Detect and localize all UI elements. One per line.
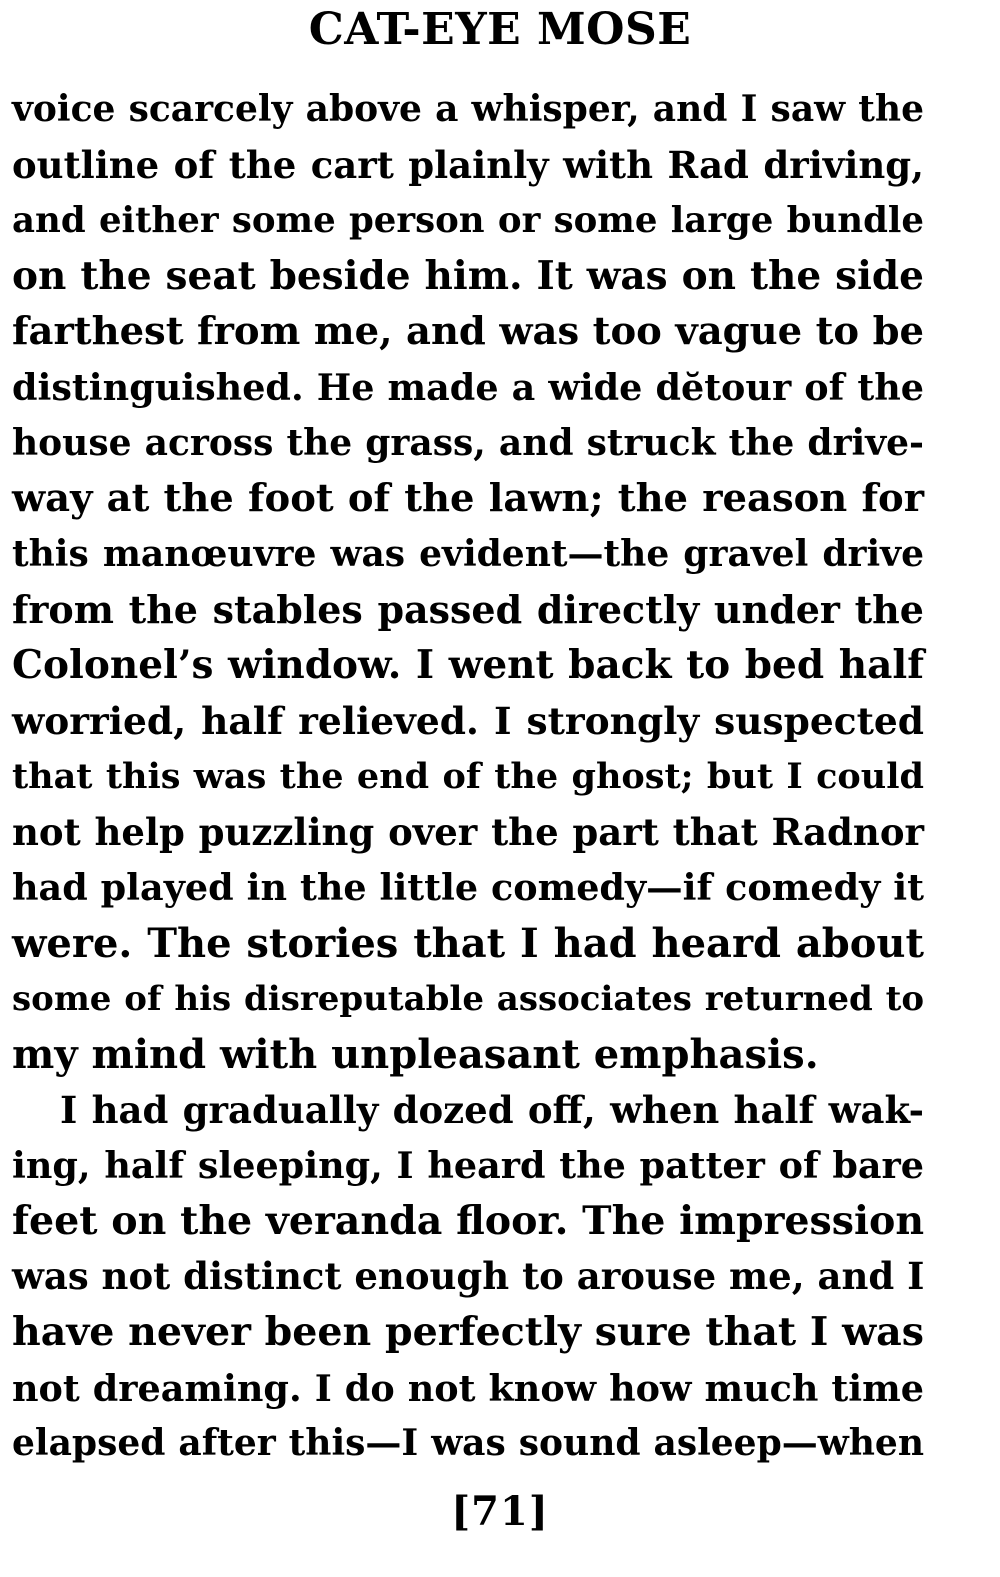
running-head: CAT-EYE MOSE [308, 4, 692, 55]
text-line: elapsed after this—I was sound asleep—when [12, 1422, 924, 1465]
text-line: that this was the end of the ghost; but I could [12, 756, 924, 798]
text-line: worried, half relieved. I strongly suspected [12, 698, 924, 743]
paragraph [12, 82, 924, 1083]
text-line: outline of the cart plainly with Rad driving, [12, 142, 924, 187]
text-line: some of his disreputable associates returned to [12, 978, 924, 1019]
page-number: [71] [451, 1488, 549, 1535]
text-line: way at the foot of the lawn; the reason for [12, 476, 924, 522]
text-line: from the stables passed directly under the [12, 587, 924, 633]
text-line: distinguished. He made a wide dĕtour of the [12, 365, 924, 409]
paragraph [12, 1083, 924, 1472]
text-line: not dreaming. I do not know how much time [12, 1366, 924, 1410]
text-line: I had gradually dozed off, when half wak- [60, 1087, 924, 1132]
text-line: voice scarcely above a whisper, and I saw the [12, 88, 924, 130]
text-line: feet on the veranda floor. The impression [12, 1197, 925, 1244]
text-line: Colonel’s window. I went back to bed half [12, 641, 924, 688]
text-line: and either some person or some large bundle [12, 200, 924, 242]
text-line: my mind with unpleasant emphasis. [12, 1031, 819, 1079]
text-line: this manœuvre was evident—the gravel drive [12, 532, 924, 575]
text-line: was not distinct enough to arouse me, and I [12, 1254, 925, 1299]
text-line: not help puzzling over the part that Radnor [12, 809, 924, 854]
text-line: farthest from me, and was too vague to be [12, 309, 924, 355]
text-line: house across the grass, and struck the drive- [12, 421, 924, 464]
text-line: have never been perfectly sure that I was [12, 1309, 924, 1356]
body-text [12, 82, 924, 1472]
text-line: had played in the little comedy—if comedy it [12, 866, 924, 910]
text-line: were. The stories that I had heard about [12, 919, 924, 967]
text-line: on the seat beside him. It was on the side [12, 252, 924, 299]
text-line: ing, half sleeping, I heard the patter of bare [12, 1144, 924, 1188]
